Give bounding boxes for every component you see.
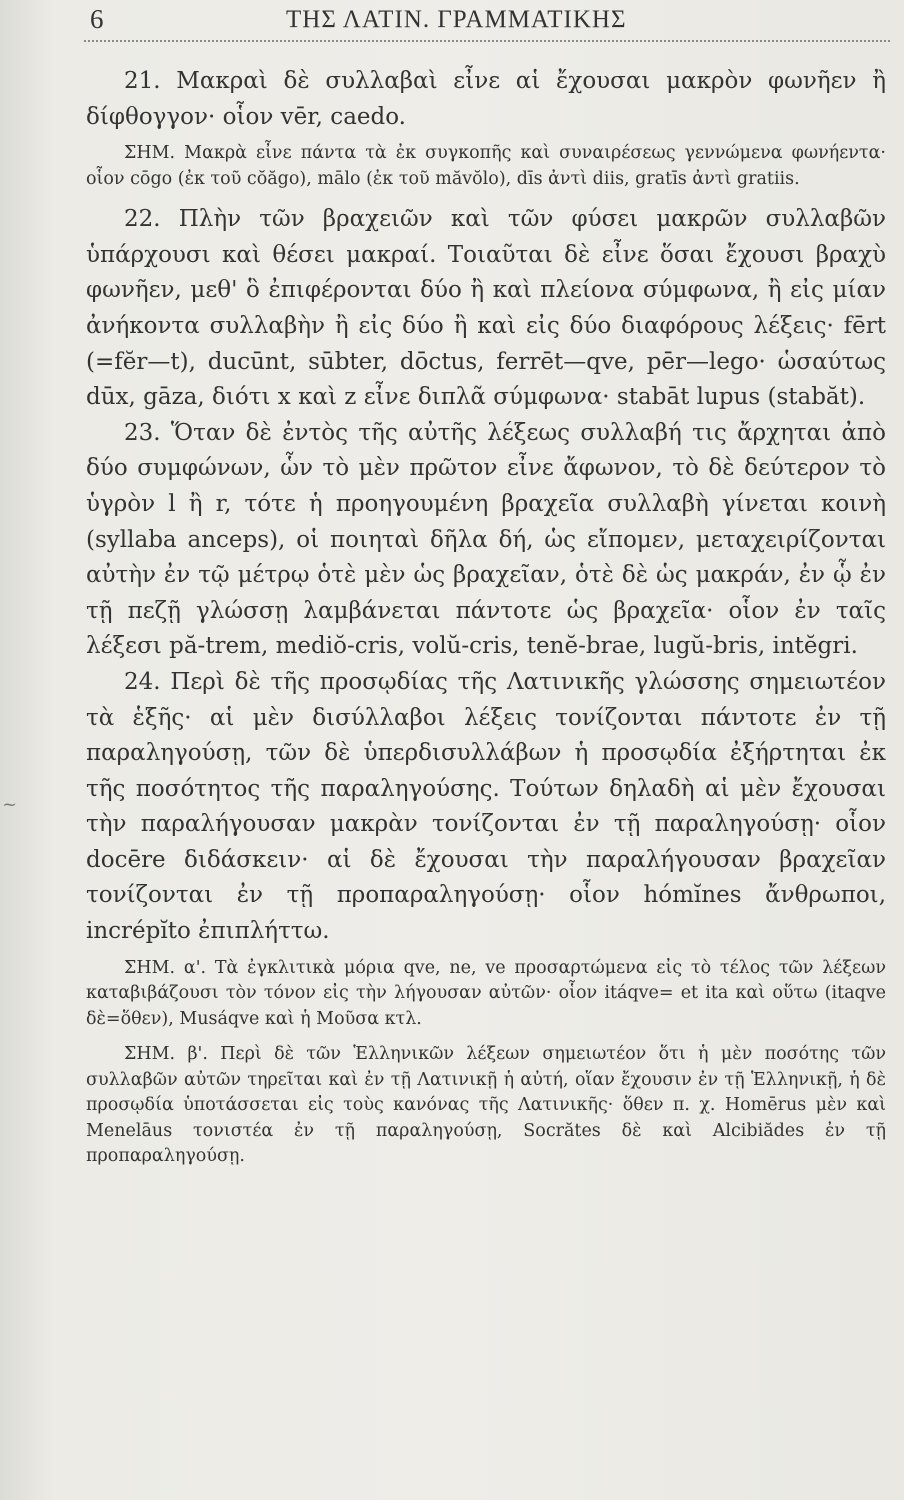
note-24-b: ΣΗΜ. β'. Περὶ δὲ τῶν Ἑλληνικῶν λέξεων σημειωτέον ὅτι ἡ μὲν ποσότης τῶν συλλαβῶν αὐτῶν τηρεῖται καὶ ἐν τῇ Λατινικῇ ἡ αὐτή, οἵαν ἔχουσιν ἐν τῇ Ἑλληνικῇ, ἡ δὲ προσῳδία ὑποτάσσεται εἰς τοὺς κανόνας τῆς Λατινικῆς· ὅθεν π. χ. Homērus μὲν καὶ Menelāus τονιστέα ἐν τῇ παραληγούσῃ, Socrătes δὲ καὶ Alcibiădes ἐν τῇ προπαραληγούσῃ. (86, 1044, 886, 1167)
page-number: 6 (90, 4, 104, 34)
body-text (86, 64, 886, 1170)
note-21: ΣΗΜ. Μακρὰ εἶνε πάντα τὰ ἐκ συγκοπῆς καὶ συναιρέσεως γεννώμενα φωνήεντα· οἷον cōgo (ἐκ τοῦ cŏăgo), mālo (ἐκ τοῦ măvŏlo), dīs ἀντὶ diis, gratīs ἀντὶ gratiis. (86, 143, 886, 189)
note-24-a: ΣΗΜ. α'. Τὰ ἐγκλιτικὰ μόρια qve, ne, ve προσαρτώμενα εἰς τὸ τέλος τῶν λέξεων καταβιβάζουσι τὸν τόνον εἰς τὴν λήγουσαν αὐτῶν· οἷον itáqve= et ita καὶ οὕτω (itaqve δὲ=ὅθεν), Musáqve καὶ ἡ Μοῦσα κτλ. (86, 957, 886, 1029)
paragraph-21: 21. Μακραὶ δὲ συλλαβαὶ εἶνε αἱ ἔχουσαι μακρὸν φωνῆεν ἢ δίφθογγον· οἷον vēr, caedo. (86, 68, 886, 130)
paragraph-22: 22. Πλὴν τῶν βραχειῶν καὶ τῶν φύσει μακρῶν συλλαβῶν ὑπάρχουσι καὶ θέσει μακραί. Τοιαῦται δὲ εἶνε ὅσαι ἔχουσι βραχὺ φωνῆεν, μεθ' ὃ ἐπιφέρονται δύο ἢ καὶ πλείονα σύμφωνα, ἢ εἰς μίαν ἀνήκοντα συλλαβὴν ἢ εἰς δύο ἢ καὶ εἰς δύο διαφόρους λέξεις· fērt (=fĕr—t), ducūnt, sūbter, dōctus, ferrēt—qve, pēr—lego· ὡσαύτως dūx, gāza, διότι x καὶ z εἶνε διπλᾶ σύμφωνα· stabāt lupus (stabăt). (86, 206, 886, 411)
paragraph-23: 23. Ὅταν δὲ ἐντὸς τῆς αὐτῆς λέξεως συλλαβή τις ἄρχηται ἀπὸ δύο συμφώνων, ὧν τὸ μὲν πρῶτον εἶνε ἄφωνον, τὸ δὲ δεύτερον τὸ ὑγρὸν l ἢ r, τότε ἡ προηγουμένη βραχεῖα συλλαβὴ γίνεται κοινὴ (syllaba anceps), οἱ ποιηταὶ δῆλα δή, ὡς εἴπομεν, μεταχειρίζονται αὐτὴν ἐν τῷ μέτρῳ ὁτὲ μὲν ὡς βραχεῖαν, ὁτὲ δὲ ὡς μακράν, ἐν ᾧ ἐν τῇ πεζῇ γλώσσῃ λαμβάνεται πάντοτε ὡς βραχεῖα· οἷον ἐν ταῖς λέξεσι pă-trem, mediŏ-cris, volŭ-cris, tenĕ-brae, lugŭ-bris, intĕgri. (86, 419, 886, 660)
page-header (90, 4, 890, 40)
header-rule (84, 40, 890, 42)
margin-mark: ~ (2, 794, 18, 815)
paragraph-24: 24. Περὶ δὲ τῆς προσῳδίας τῆς Λατινικῆς γλώσσης σημειωτέον τὰ ἑξῆς· αἱ μὲν δισύλλαβοι λέξεις τονίζονται πάντοτε ἐν τῇ παραληγούσῃ, τῶν δὲ ὑπερδισυλλάβων ἡ προσῳδία ἐξήρτηται ἐκ τῆς ποσότητος τῆς παραληγούσης. Τούτων δηλαδὴ αἱ μὲν ἔχουσαι τὴν παραλήγουσαν μακρὰν τονίζονται ἐν τῇ παραληγούσῃ· οἷον docēre διδάσκειν· αἱ δὲ ἔχουσαι τὴν παραλήγουσαν βραχεῖαν τονίζονται ἐν τῇ προπαραληγούσῃ· οἷον hómĭnes ἄνθρωποι, incrépĭto ἐπιπλήττω. (86, 668, 886, 945)
running-title: ΤΗΣ ΛΑΤΙΝ. ΓΡΑΜΜΑΤΙΚΗΣ (286, 6, 627, 33)
